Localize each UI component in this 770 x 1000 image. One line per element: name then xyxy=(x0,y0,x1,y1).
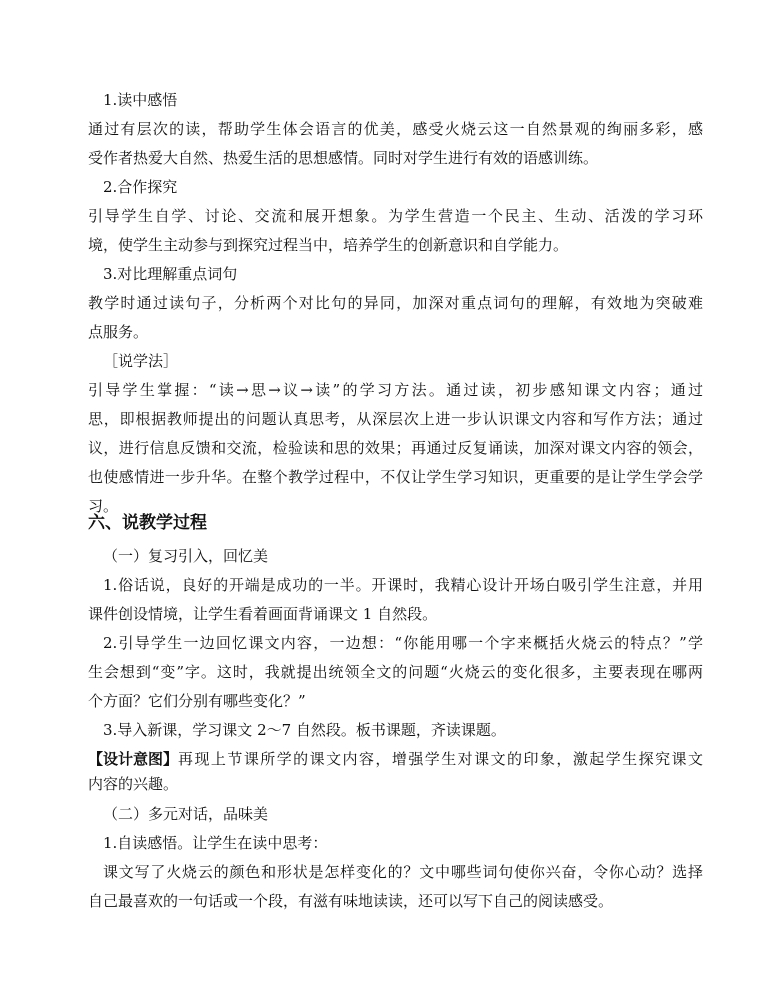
part2-heading: （二）多元对话，品味美 xyxy=(103,805,269,823)
xuefa-line-3: 议，进行信息反馈和交流，检验读和思的效果；再通过反复诵读，加深对课文内容的领会， xyxy=(88,439,703,457)
part1-heading: （一）复习引入，回忆美 xyxy=(103,547,269,565)
s1-line-2: 受作者热爱大自然、热爱生活的思想感情。同时对学生进行有效的语感训练。 xyxy=(88,149,599,167)
xuefa-line-5: 习。 xyxy=(88,497,119,515)
part1-p2-line-1: 2.引导学生一边回忆课文内容，一边想：“你能用哪一个字来概括火烧云的特点？”学 xyxy=(103,634,703,652)
section-6-title: 六、说教学过程 xyxy=(88,513,207,533)
s3-line-1: 教学时通过读句子，分析两个对比句的异同，加深对重点词句的理解，有效地为突破难 xyxy=(88,294,703,312)
design-intent-label: 【设计意图】 xyxy=(88,750,179,768)
part1-p1-line-1: 1.俗话说，良好的开端是成功的一半。开课时，我精心设计开场白吸引学生注意，并用 xyxy=(103,576,703,594)
part1-p1-line-2: 课件创设情境，让学生看着画面背诵课文 1 自然段。 xyxy=(88,605,438,623)
part1-p2-line-2: 生会想到“变”字。这时，我就提出统领全文的问题“火烧云的变化很多，主要表现在哪两 xyxy=(88,663,703,681)
part1-p2-line-3: 个方面？它们分别有哪些变化？” xyxy=(88,692,306,710)
part2-p1: 1.自读感悟。让学生在读中思考： xyxy=(103,834,328,852)
xuefa-line-2: 思，即根据教师提出的问题认真思考，从深层次上进一步认识课文内容和写作方法；通过 xyxy=(88,410,703,428)
xuefa-heading: ［说学法］ xyxy=(103,352,179,370)
s1-line-1: 通过有层次的读，帮助学生体会语言的优美，感受火烧云这一自然景观的绚丽多彩，感 xyxy=(88,120,703,138)
part2-p2-line-1: 课文写了火烧云的颜色和形状是怎样变化的？文中哪些词句使你兴奋，令你心动？选择 xyxy=(103,863,703,881)
s1-heading: 1.读中感悟 xyxy=(103,91,178,109)
part1-p3: 3.导入新课，学习课文 2～7 自然段。板书课题，齐读课题。 xyxy=(103,721,506,739)
s2-line-2: 境，使学生主动参与到探究过程当中，培养学生的创新意识和自学能力。 xyxy=(88,236,569,254)
xuefa-line-4: 也使感情进一步升华。在整个教学过程中，不仅让学生学习知识，更重要的是让学生学会学 xyxy=(88,468,703,486)
xuefa-line-1: 引导学生掌握：“读→思→议→读”的学习方法。通过读，初步感知课文内容；通过 xyxy=(88,381,703,399)
s2-line-1: 引导学生自学、讨论、交流和展开想象。为学生营造一个民主、生动、活泼的学习环 xyxy=(88,207,703,225)
s3-line-2: 点服务。 xyxy=(88,323,149,341)
s3-heading: 3.对比理解重点词句 xyxy=(103,265,238,283)
design-intent-line-1 xyxy=(88,749,703,769)
part2-p2-line-2: 自己最喜欢的一句话或一个段，有滋有味地读读，还可以写下自己的阅读感受。 xyxy=(88,892,614,910)
s2-heading: 2.合作探究 xyxy=(103,178,178,196)
design-intent-line-2: 内容的兴趣。 xyxy=(88,775,179,793)
design-intent-text: 再现上节课所学的课文内容，增强学生对课文的印象，激起学生探究课文 xyxy=(178,750,703,768)
